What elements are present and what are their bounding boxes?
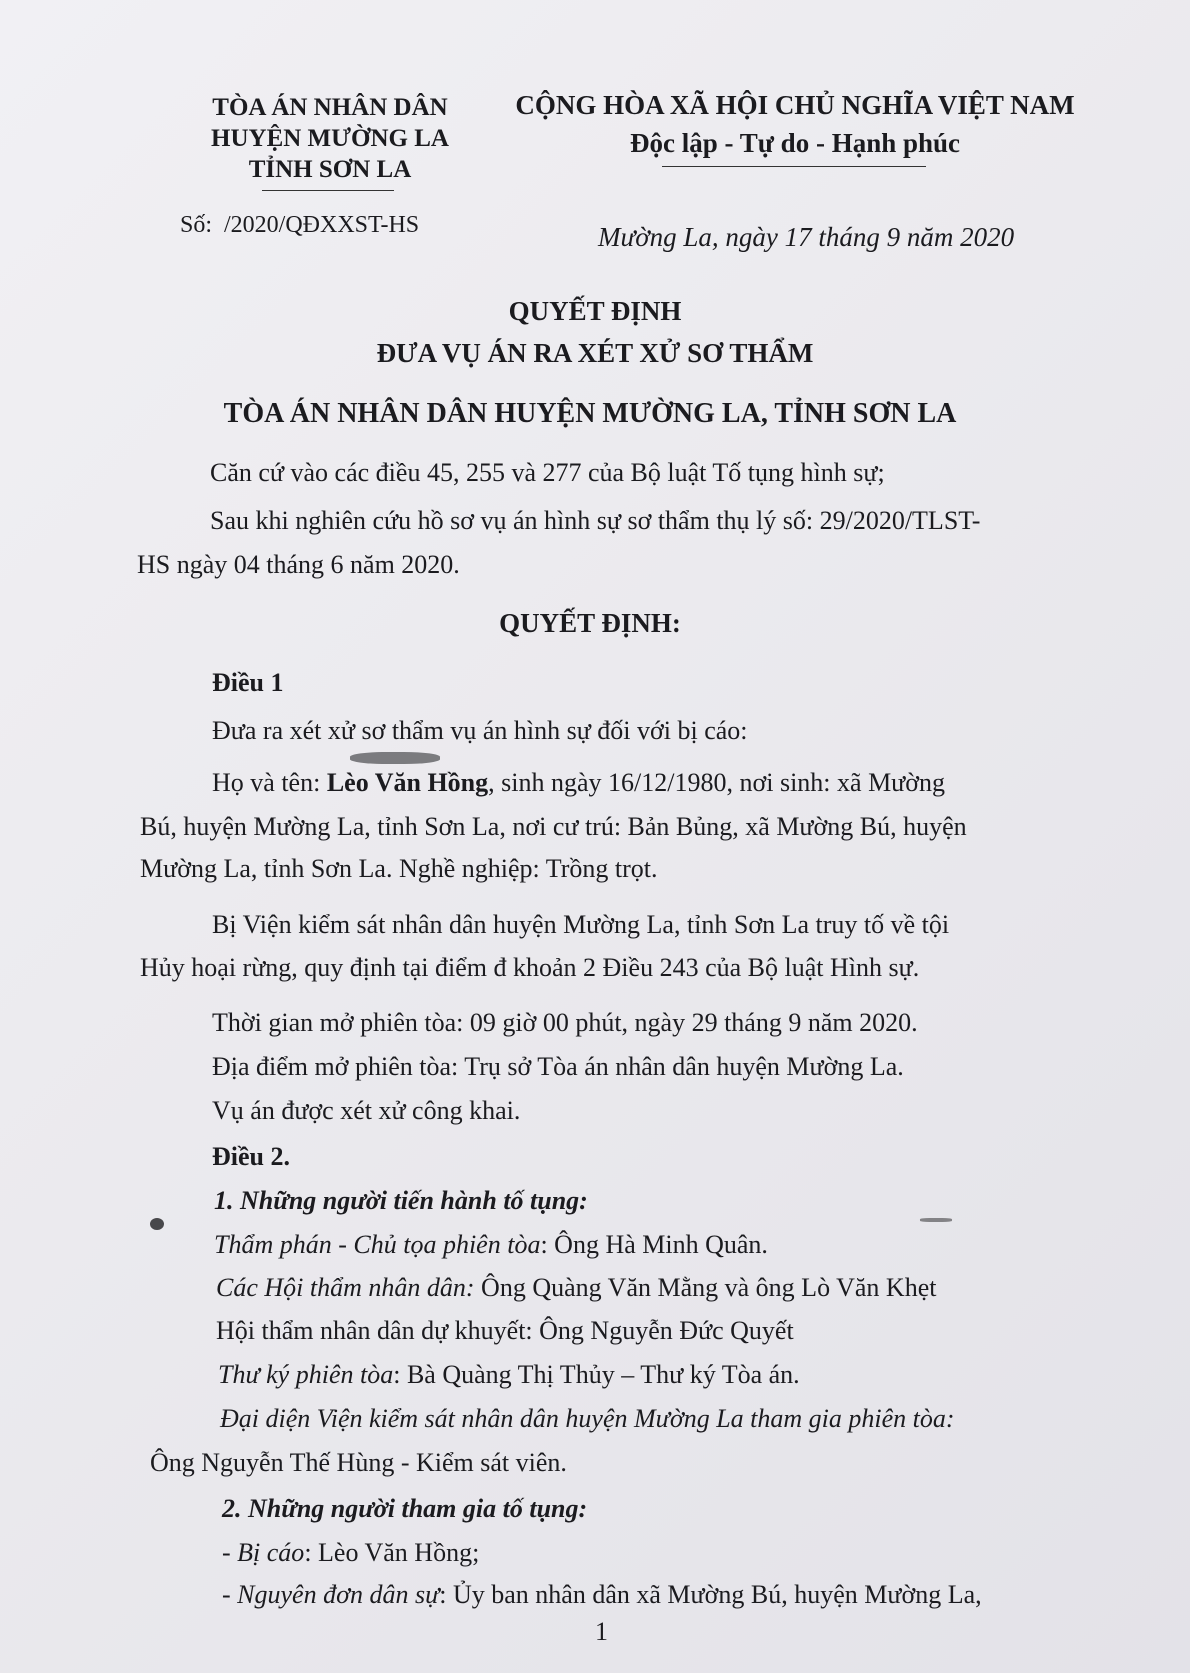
public-hearing: Vụ án được xét xử công khai. xyxy=(212,1096,521,1125)
article-1-intro: Đưa ra xét xử sơ thẩm vụ án hình sự đối với bị cáo: xyxy=(212,716,748,745)
page-number: 1 xyxy=(595,1617,608,1646)
defendant-name: Lèo Văn Hồng xyxy=(326,768,489,797)
assessors-label: Các Hội thẩm nhân dân: xyxy=(216,1273,475,1302)
procuracy-representative: Ông Nguyễn Thế Hùng - Kiểm sát viên. xyxy=(150,1448,567,1477)
judge-label: Thẩm phán - Chủ tọa phiên tòa xyxy=(214,1230,541,1259)
article-1-heading: Điều 1 xyxy=(212,668,284,697)
legal-basis: Căn cứ vào các điều 45, 255 và 277 của Bộ luật Tố tụng hình sự; xyxy=(210,458,885,487)
clerk-label: Thư ký phiên tòa xyxy=(218,1360,394,1389)
court-name-block xyxy=(170,92,490,185)
title-decision: QUYẾT ĐỊNH xyxy=(508,296,682,326)
case-file-line2: HS ngày 04 tháng 6 năm 2020. xyxy=(137,550,460,579)
procedural-officers-heading: 1. Những người tiến hành tố tụng: xyxy=(214,1186,588,1215)
participant-civil-plaintiff xyxy=(222,1580,982,1610)
ink-stain xyxy=(920,1218,952,1222)
presiding-judge xyxy=(214,1230,768,1260)
document-number: Số: ⁠ /2020/QĐXXST-HS xyxy=(180,212,420,238)
defendant-role-value: : Lèo Văn Hồng; xyxy=(304,1538,480,1567)
ink-stain xyxy=(150,1218,164,1230)
hearing-time: Thời gian mở phiên tòa: 09 giờ 00 phút, ngày 29 tháng 9 năm 2020. xyxy=(212,1008,918,1037)
court-line: HUYỆN MƯỜNG LA xyxy=(211,125,449,152)
clerk-value: : Bà Quàng Thị Thủy – Thư ký Tòa án. xyxy=(393,1360,800,1389)
title-court: TÒA ÁN NHÂN DÂN HUYỆN MƯỜNG LA, TỈNH SƠN LA xyxy=(223,398,957,429)
assessors-value: Ông Quàng Văn Mằng và ông Lò Văn Khẹt xyxy=(474,1273,937,1302)
procuracy-label: Đại diện Viện kiểm sát nhân dân huyện Mường La tham gia phiên tòa: xyxy=(220,1404,955,1433)
defendant-line-2: Bú, huyện Mường La, tỉnh Sơn La, nơi cư trú: Bản Bủng, xã Mường Bú, huyện xyxy=(140,812,967,841)
court-underline xyxy=(262,190,394,191)
defendant-label: Họ và tên: xyxy=(212,768,327,797)
defendant-details: , sinh ngày 16/12/1980, nơi sinh: xã Mường xyxy=(488,768,946,797)
national-motto: Độc lập - Tự do - Hạnh phúc xyxy=(629,128,961,158)
plaintiff-label: - Nguyên đơn dân sự xyxy=(222,1580,440,1609)
motto-underline xyxy=(662,166,926,167)
ink-stain xyxy=(350,752,440,764)
reserve-assessor: Hội thẩm nhân dân dự khuyết: Ông Nguyễn Đức Quyết xyxy=(216,1316,794,1345)
defendant-role-label: - Bị cáo xyxy=(222,1538,305,1567)
charge-line-1: Bị Viện kiểm sát nhân dân huyện Mường La, tỉnh Sơn La truy tố về tội xyxy=(212,910,950,939)
hearing-place: Địa điểm mở phiên tòa: Trụ sở Tòa án nhân dân huyện Mường La. xyxy=(212,1052,904,1081)
participants-heading: 2. Những người tham gia tố tụng: xyxy=(222,1494,588,1523)
people-assessors xyxy=(216,1273,936,1303)
court-line: TỈNH SƠN LA xyxy=(248,156,412,183)
place-and-date: Mường La, ngày 17 tháng 9 năm 2020 xyxy=(598,222,1015,252)
defendant-line-1 xyxy=(212,768,945,798)
plaintiff-value: : Ủy ban nhân dân xã Mường Bú, huyện Mường La, xyxy=(439,1580,982,1609)
case-file-line1: Sau khi nghiên cứu hồ sơ vụ án hình sự sơ thẩm thụ lý số: 29/2020/TLST- xyxy=(210,506,981,535)
title-subject: ĐƯA VỤ ÁN RA XÉT XỬ SƠ THẨM xyxy=(376,338,814,368)
charge-line-2: Hủy hoại rừng, quy định tại điểm đ khoản 2 Điều 243 của Bộ luật Hình sự. xyxy=(140,953,920,982)
court-clerk xyxy=(218,1360,800,1390)
article-2-heading: Điều 2. xyxy=(212,1142,290,1171)
court-line: TÒA ÁN NHÂN DÂN xyxy=(212,94,448,121)
defendant-line-3: Mường La, tỉnh Sơn La. Nghề nghiệp: Trồng trọt. xyxy=(140,854,658,883)
decision-heading: QUYẾT ĐỊNH: xyxy=(499,608,681,638)
republic-block xyxy=(490,86,1100,162)
judge-value: : Ông Hà Minh Quân. xyxy=(540,1230,768,1259)
republic-title: CỘNG HÒA XÃ HỘI CHỦ NGHĨA VIỆT NAM xyxy=(515,90,1075,120)
participant-defendant xyxy=(222,1538,479,1568)
